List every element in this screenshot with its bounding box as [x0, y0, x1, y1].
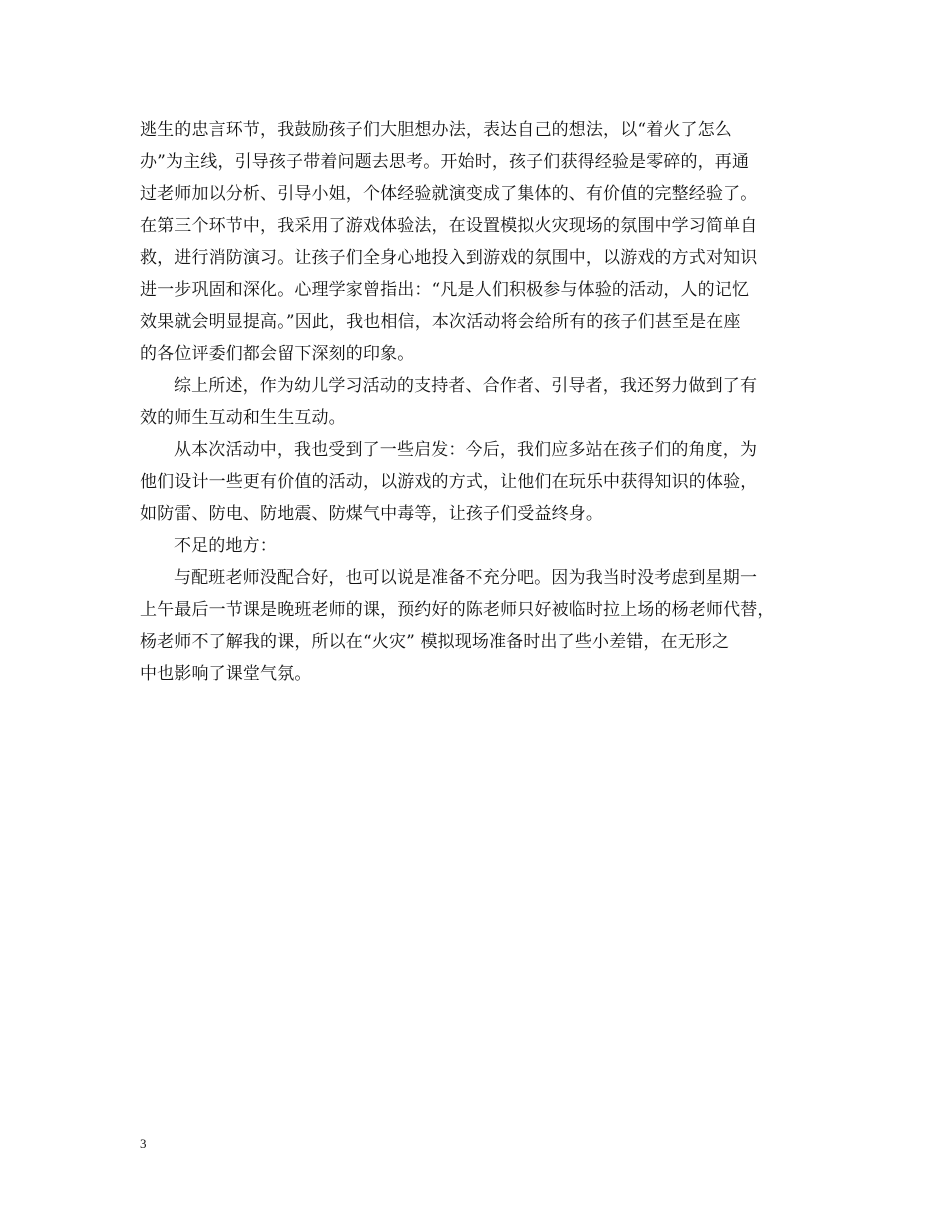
text-line: 过老师加以分析、引导小姐，个体经验就演变成了集体的、有价值的完整经验了。 [140, 184, 758, 204]
text-line: 办”为主线，引导孩子带着问题去思考。开始时，孩子们获得经验是零碎的，再通 [140, 152, 750, 172]
paragraph-start-line: 与配班老师没配合好，也可以说是准备不充分吧。因为我当时没考虑到星期一 [174, 568, 758, 588]
text-line: 他们设计一些更有价值的活动，以游戏的方式，让他们在玩乐中获得知识的体验， [140, 472, 758, 492]
text-line: 逃生的忠言环节，我鼓励孩子们大胆想办法，表达自己的想法，以“着火了怎么 [140, 120, 732, 140]
text-line: 救，进行消防演习。让孩子们全身心地投入到游戏的氛围中，以游戏的方式对知识 [140, 248, 758, 268]
text-line: 上午最后一节课是晚班老师的课，预约好的陈老师只好被临时拉上场的杨老师代替， [140, 600, 775, 620]
text-line: 杨老师不了解我的课，所以在“火灾” 模拟现场准备时出了些小差错，在无形之 [140, 632, 730, 652]
section-heading: 不足的地方： [174, 536, 277, 556]
paragraph-start-line: 综上所述，作为幼儿学习活动的支持者、合作者、引导者，我还努力做到了有 [174, 376, 758, 396]
text-line: 进一步巩固和深化。心理学家曾指出：“凡是人们积极参与体验的活动，人的记忆 [140, 280, 750, 300]
text-line: 如防雷、防电、防地震、防煤气中毒等，让孩子们受益终身。 [140, 504, 604, 524]
text-line: 中也影响了课堂气氛。 [140, 664, 312, 684]
text-line: 的各位评委们都会留下深刻的印象。 [140, 344, 415, 364]
text-line: 效果就会明显提高。”因此，我也相信，本次活动将会给所有的孩子们甚至是在座 [140, 312, 741, 332]
page-number: 3 [140, 1136, 147, 1151]
text-line: 在第三个环节中，我采用了游戏体验法，在设置模拟火灾现场的氛围中学习简单自 [140, 216, 758, 236]
body-text [140, 114, 820, 690]
text-line: 效的师生互动和生生互动。 [140, 408, 346, 428]
paragraph-start-line: 从本次活动中，我也受到了一些启发：今后，我们应多站在孩子们的角度，为 [174, 440, 758, 460]
